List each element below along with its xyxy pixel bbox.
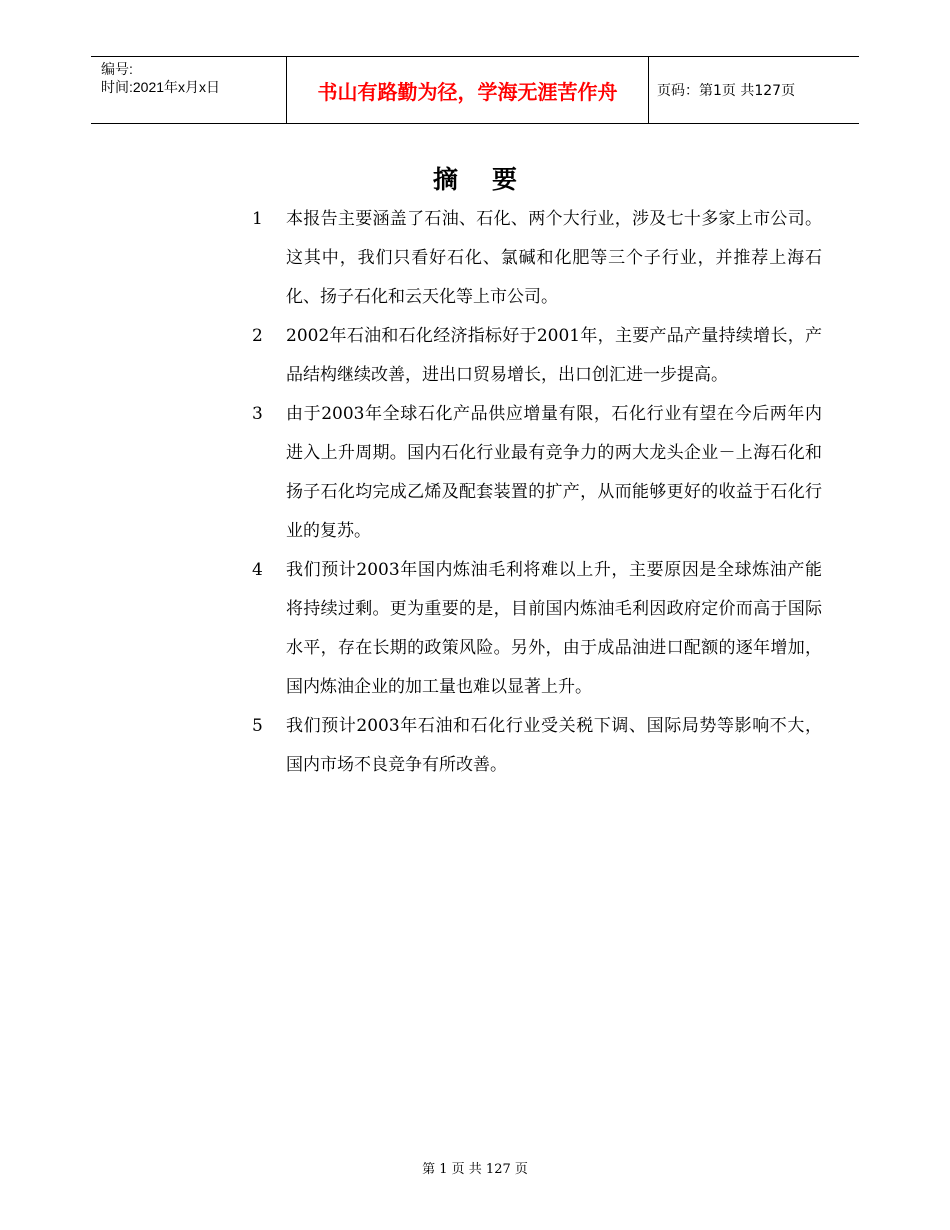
list-item xyxy=(252,551,822,707)
list-item-number: 3 xyxy=(252,404,263,424)
list-item-number: 4 xyxy=(252,560,263,580)
list-item xyxy=(252,317,822,395)
header-motto: 书山有路勤为径，学海无涯苦作舟 xyxy=(286,57,649,123)
document-time-label: 时间:2021年x月x日 xyxy=(101,79,221,95)
list-item xyxy=(252,395,822,551)
list-item-text: 2002年石油和石化经济指标好于2001年，主要产品产量持续增长，产品结构继续改善，进出口贸易增长，出口创汇进一步提高。 xyxy=(286,326,822,385)
header-page-number: 页码：第1页 共127页 xyxy=(657,83,796,99)
list-item-text: 本报告主要涵盖了石油、石化、两个大行业，涉及七十多家上市公司。这其中，我们只看好石化、氯碱和化肥等三个子行业，并推荐上海石化、扬子石化和云天化等上市公司。 xyxy=(286,209,822,307)
list-item-text: 我们预计2003年国内炼油毛利将难以上升，主要原因是全球炼油产能将持续过剩。更为重要的是，目前国内炼油毛利因政府定价而高于国际水平，存在长期的政策风险。另外，由于成品油进口配额的逐年增加，国内炼油企业的加工量也难以显著上升。 xyxy=(286,560,822,697)
page-title: 摘要 xyxy=(432,165,551,194)
list-item xyxy=(252,200,822,317)
page-footer: 第 1 页 共 127 页 xyxy=(422,1162,528,1177)
list-item-number: 2 xyxy=(252,326,263,346)
list-item-text: 由于2003年全球石化产品供应增量有限，石化行业有望在今后两年内进入上升周期。国内石化行业最有竞争力的两大龙头企业－上海石化和扬子石化均完成乙烯及配套装置的扩产，从而能够更好的收益于石化行业的复苏。 xyxy=(286,404,822,541)
header-meta xyxy=(91,57,286,123)
list-item-number: 5 xyxy=(252,716,263,736)
page-header xyxy=(91,56,859,124)
summary-list xyxy=(252,200,822,785)
list-item xyxy=(252,707,822,785)
list-item-text: 我们预计2003年石油和石化行业受关税下调、国际局势等影响不大，国内市场不良竞争有所改善。 xyxy=(286,716,822,775)
document-number-label: 编号: xyxy=(101,61,133,77)
list-item-number: 1 xyxy=(252,209,263,229)
